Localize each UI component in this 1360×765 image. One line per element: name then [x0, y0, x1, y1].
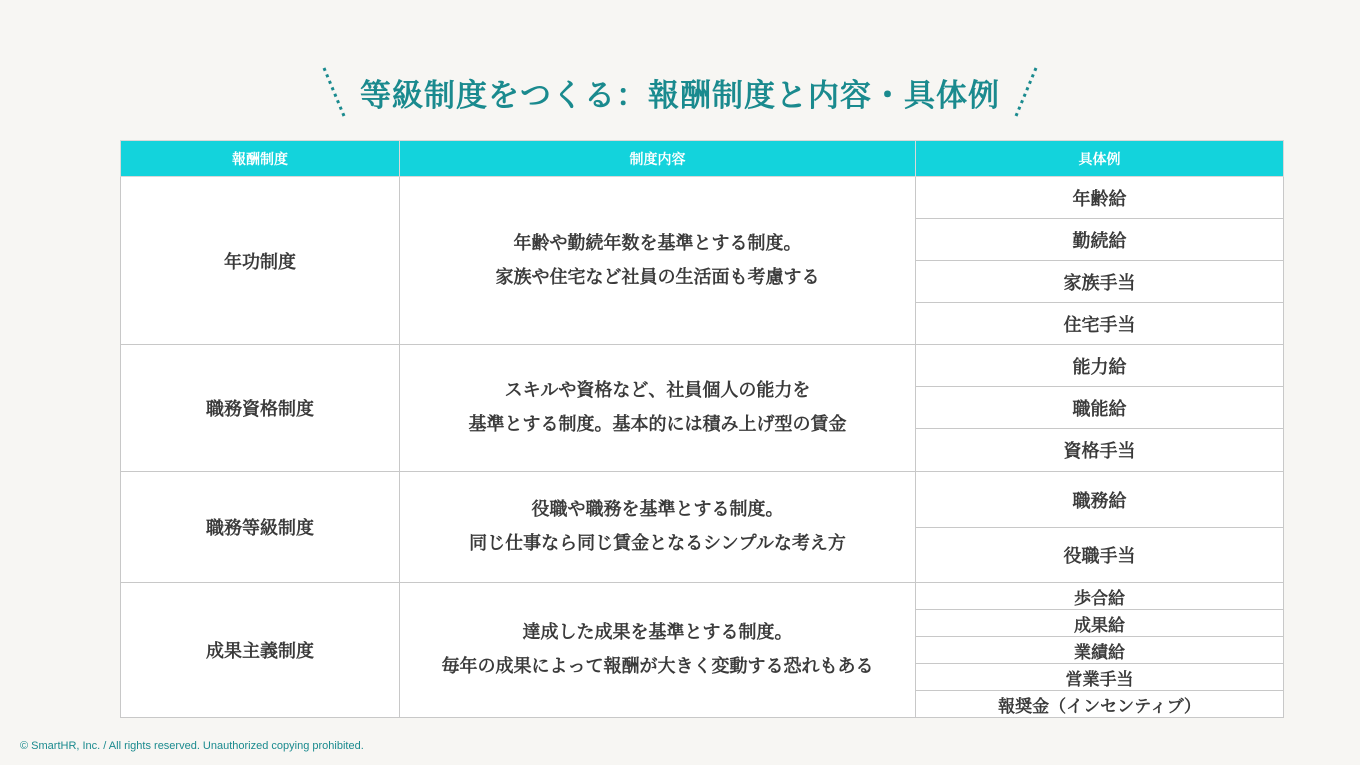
system-name: 職務等級制度 — [121, 472, 400, 583]
header-row — [121, 141, 1284, 177]
title-area — [0, 62, 1360, 122]
example-item: 成果給 — [916, 610, 1284, 637]
table-row — [121, 472, 1284, 528]
page-title: 等級制度をつくる：報酬制度と内容・具体例 — [360, 77, 1000, 114]
copyright-footer: © SmartHR, Inc. / All rights reserved. Unauthorized copying prohibited. — [20, 740, 364, 752]
description-line: スキルや資格など、社員個人の能力を — [504, 380, 811, 401]
example-item: 年齢給 — [916, 177, 1284, 219]
example-item: 住宅手当 — [916, 303, 1284, 345]
example-item: 家族手当 — [916, 261, 1284, 303]
example-item: 業績給 — [916, 637, 1284, 664]
system-description — [400, 177, 916, 345]
example-item: 職能給 — [916, 387, 1284, 429]
system-name: 年功制度 — [121, 177, 400, 345]
example-item: 歩合給 — [916, 583, 1284, 610]
header-examples: 具体例 — [916, 141, 1284, 177]
right-decoration-icon — [1014, 66, 1038, 118]
example-item: 能力給 — [916, 345, 1284, 387]
description-line: 年齢や勤続年数を基準とする制度。 — [513, 232, 802, 254]
system-description — [400, 472, 916, 583]
compensation-table — [120, 140, 1284, 718]
header-description: 制度内容 — [400, 141, 916, 177]
description-line: 同じ仕事なら同じ賃金となるシンプルな考え方 — [469, 533, 846, 554]
description-line: 達成した成果を基準とする制度。 — [522, 622, 793, 643]
system-name: 職務資格制度 — [121, 345, 400, 472]
example-item: 役職手当 — [916, 528, 1284, 583]
example-item: 報奨金（インセンティブ） — [916, 691, 1284, 718]
description-line: 毎年の成果によって報酬が大きく変動する恐れもある — [441, 656, 874, 677]
example-item: 営業手当 — [916, 664, 1284, 691]
example-item: 勤続給 — [916, 219, 1284, 261]
description-line: 基準とする制度。基本的には積み上げ型の賃金 — [468, 414, 847, 435]
system-description — [400, 583, 916, 718]
table-row — [121, 583, 1284, 610]
description-line: 家族や住宅など社員の生活面も考慮する — [495, 266, 820, 288]
table-row — [121, 345, 1284, 387]
example-item: 職務給 — [916, 472, 1284, 528]
system-description — [400, 345, 916, 472]
header-system: 報酬制度 — [121, 141, 400, 177]
left-decoration-icon — [322, 66, 346, 118]
table-row — [121, 177, 1284, 219]
example-item: 資格手当 — [916, 429, 1284, 472]
description-line: 役職や職務を基準とする制度。 — [531, 499, 784, 520]
system-name: 成果主義制度 — [121, 583, 400, 718]
